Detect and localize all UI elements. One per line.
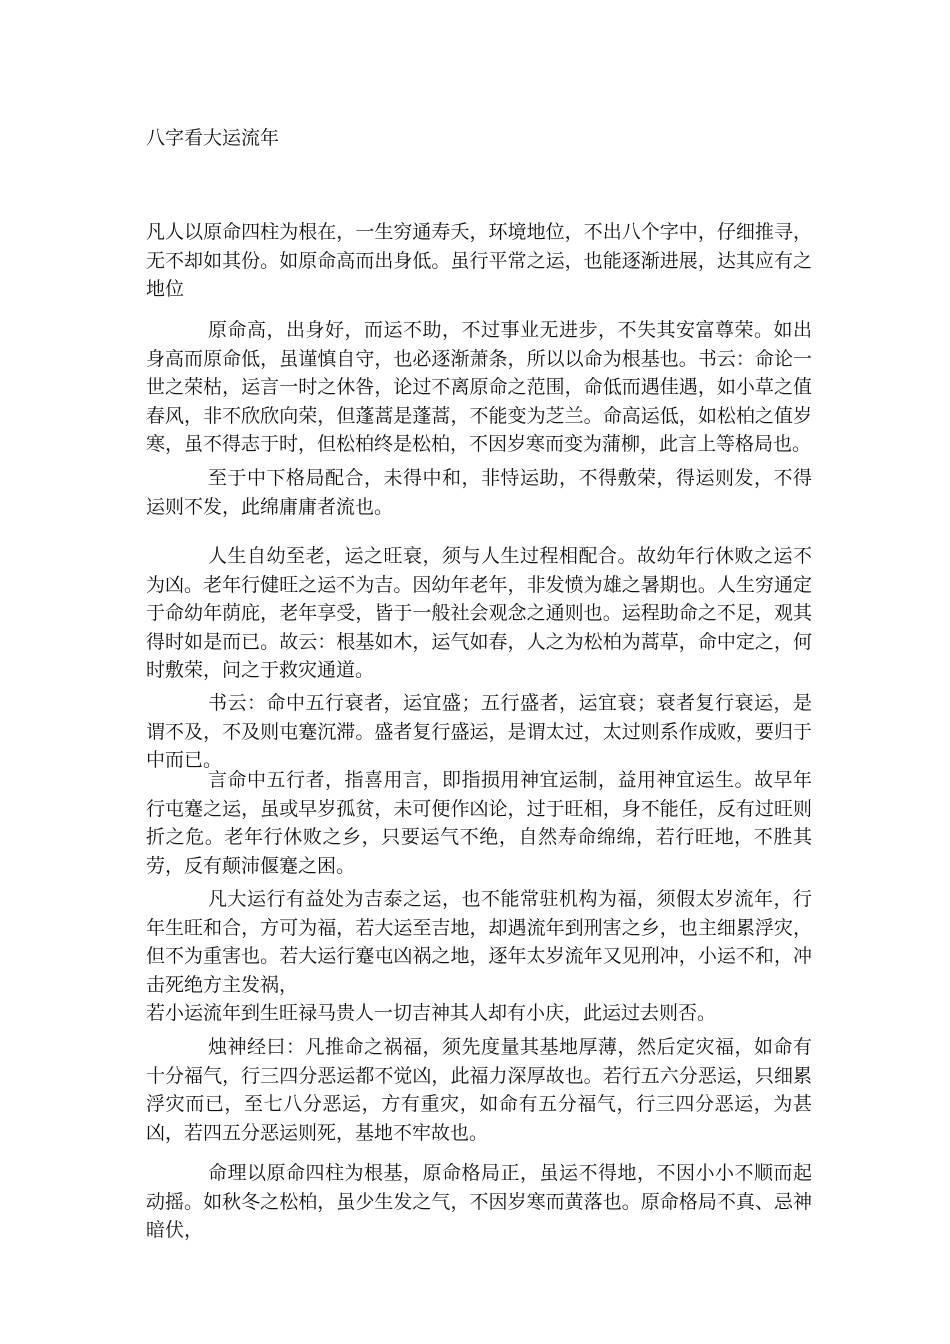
paragraph: 原命高，出身好，而运不助，不过事业无进步，不失其安富尊荣。如出身高而原命低，虽谨慎自守，也必逐渐萧条，所以以命为根基也。书云：命论一世之荣枯，运言一时之休咎，论过不离原命之范围，命低而遇佳遇，如小草之值春风，非不欣欣向荣，但蓬蒿是蓬蒿，不能变为芝兰。命高运低，如松柏之值岁寒，虽不得志于时，但松柏终是松柏，不因岁寒而变为蒲柳，此言上等格局也。	[146, 319, 812, 455]
paragraph: 凡人以原命四柱为根在，一生穷通寿夭，环境地位，不出八个字中，仔细推寻，无不却如其份。如原命高而出身低。虽行平常之运，也能逐渐进展，达其应有之地位	[146, 221, 812, 300]
paragraph: 至于中下格局配合，未得中和，非恃运助，不得敷荣，得运则发，不得运则不发，此绵庸庸者流也。	[146, 467, 812, 518]
paragraph: 书云：命中五行衰者，运宜盛；五行盛者，运宜衰；衰者复行衰运，是谓不及，不及则屯蹇沉滞。盛者复行盛运，是谓太过，太过则系作成败，要归于中而已。	[146, 692, 812, 771]
paragraph: 命理以原命四柱为根基，原命格局正，虽运不得地，不因小小不顺而起动摇。如秋冬之松柏，虽少生发之气，不因岁寒而黄落也。原命格局不真、忌神暗伏，	[146, 1162, 812, 1241]
document-title: 八字看大运流年	[146, 127, 280, 149]
paragraph: 凡大运行有益处为吉泰之运，也不能常驻机构为福，须假太岁流年，行年生旺和合，方可为福，若大运至吉地，却遇流年到刑害之乡，也主细累浮灾，但不为重害也。若大运行蹇屯凶祸之地，逐年太岁流年又见刑冲，小运不和，冲击死绝方主发祸，	[146, 888, 812, 996]
paragraph: 烛神经曰：凡推命之祸福，须先度量其基地厚薄，然后定灾福，如命有十分福气，行三四分恶运都不觉凶，此福力深厚故也。若行五六分恶运，只细累浮灾而已，至七八分恶运，方有重灾，如命有五分福气，行三四分恶运，为甚凶，若四五分恶运则死，基地不牢故也。	[146, 1036, 812, 1144]
paragraph: 人生自幼至老，运之旺衰，须与人生过程相配合。故幼年行休败之运不为凶。老年行健旺之运不为吉。因幼年老年，非发愤为雄之暑期也。人生穷通定于命幼年荫庇，老年享受，皆于一般社会观念之通则也。运程助命之不足，观其得时如是而已。故云：根基如木，运气如春，人之为松柏为蒿草，命中定之，何时敷荣，问之于救灾通道。	[146, 545, 812, 681]
paragraph-group	[146, 885, 812, 1028]
paragraph: 言命中五行者，指喜用言，即指损用神宜运制，益用神宜运生。故早年行屯蹇之运，虽或早岁孤贫，未可便作凶论，过于旺相，身不能任，反有过旺则折之危。老年行休败之乡，只要运气不绝，自然寿命绵绵，若行旺地，不胜其劳，反有颠沛偃蹇之困。	[146, 769, 812, 877]
paragraph: 若小运流年到生旺禄马贵人一切吉神其人却有小庆，此运过去则否。	[146, 1002, 717, 1024]
